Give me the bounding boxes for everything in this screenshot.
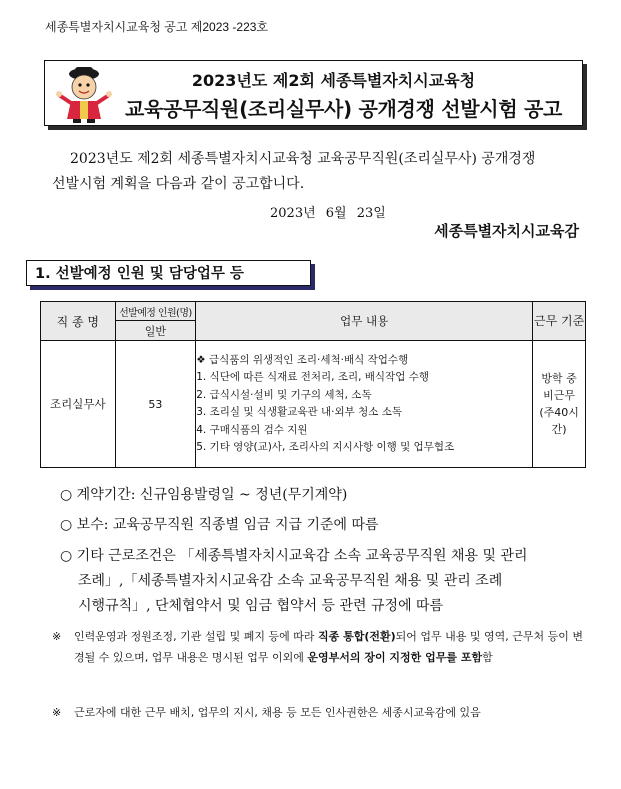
work-line: 5. 기타 영양(교)사, 조리사의 지시사항 이행 및 업무협조 — [196, 441, 455, 453]
header-count: 선발예정 인원(명) — [115, 302, 196, 321]
bullet-conditions-line-3: 시행규칙」, 단체협약서 및 임금 협약서 등 관련 규정에 따름 — [78, 598, 444, 614]
basis-line: (주40시간) — [539, 406, 579, 436]
bullet-contract: ○ 계약기간: 신규임용발령일 ~ 정년(무기계약) — [60, 487, 348, 503]
work-line: 3. 조리실 및 식생활교육관 내·외부 청소 소독 — [196, 406, 403, 418]
cell-work — [196, 341, 533, 468]
bullet-conditions-line-2: 조례」,「세종특별자치시교육감 소속 교육공무직원 채용 및 관리 조례 — [78, 573, 503, 589]
intro-paragraph — [52, 147, 592, 197]
note-body — [74, 626, 592, 668]
header-basis: 근무 기준 — [533, 302, 586, 341]
note-emphasis: 직종 통합(전환) — [318, 630, 396, 643]
work-line: ❖ 급식품의 위생적인 조리·세척·배식 작업수행 — [196, 353, 409, 366]
work-line: 4. 구매식품의 검수 지원 — [196, 423, 308, 436]
note-personnel-authority — [52, 702, 592, 723]
note-body: 근로자에 대한 근무 배치, 업무의 지시, 채용 등 모든 인사권한은 세종시교육감에 있음 — [74, 706, 481, 719]
work-line: 1. 식단에 따른 식재료 전처리, 조리, 배식작업 수행 — [196, 371, 429, 383]
header-general: 일반 — [115, 321, 196, 341]
notice-number: 세종특별자치시교육청 공고 제2023 -223호 — [45, 20, 269, 34]
note-reorganization — [52, 626, 592, 668]
title-line-2: 교육공무직원(조리실무사) 공개경쟁 선발시험 공고 — [124, 97, 563, 121]
intro-line-1: 2023년도 제2회 세종특별자치시교육청 교육공무직원(조리실무사) 공개경쟁 — [70, 151, 536, 167]
bullet-conditions-line-1: ○ 기타 근로조건은 「세종특별자치시교육감 소속 교육공무직원 채용 및 관리 — [60, 548, 528, 564]
section-1-heading: 1. 선발예정 인원 및 담당업무 등 — [26, 260, 311, 286]
note-mark: ※ — [52, 630, 62, 643]
note-text: 인력운영과 정원조정, 기관 설립 및 폐지 등에 따라 — [74, 630, 318, 643]
note-emphasis: 운영부서의 장이 지정한 업무를 포함 — [307, 651, 483, 664]
work-line: 2. 급식시설·설비 및 기구의 세척, 소독 — [196, 388, 372, 401]
notice-date: 2023년 6월 23일 — [270, 206, 386, 221]
signatory: 세종특별자치시교육감 — [434, 222, 579, 240]
intro-line-2: 선발시험 계획을 다음과 같이 공고합니다. — [52, 176, 305, 192]
table-row — [41, 341, 586, 468]
title-line-1: 2023년도 제2회 세종특별자치시교육청 — [191, 71, 476, 90]
title-banner — [44, 60, 583, 126]
cell-count: 53 — [115, 341, 196, 468]
basis-line: 방학 중 — [541, 372, 577, 385]
note-text: 되어 업무 내용 및 영역, 근무처 등이 변경될 수 있으며, 업무 내용은 명시된 업무 이외에 — [74, 630, 584, 664]
bullet-salary: ○ 보수: 교육공무직원 직종별 임금 지급 기준에 따름 — [60, 517, 379, 533]
header-work: 업무 내용 — [196, 302, 533, 341]
duty-table — [40, 301, 586, 468]
bullet-conditions — [60, 544, 590, 619]
cell-basis — [533, 341, 586, 468]
header-kind: 직 종 명 — [41, 302, 116, 341]
note-text: 함 — [482, 651, 493, 664]
note-mark: ※ — [52, 706, 62, 719]
cell-kind: 조리실무사 — [41, 341, 116, 468]
basis-line: 비근무 — [543, 389, 576, 402]
